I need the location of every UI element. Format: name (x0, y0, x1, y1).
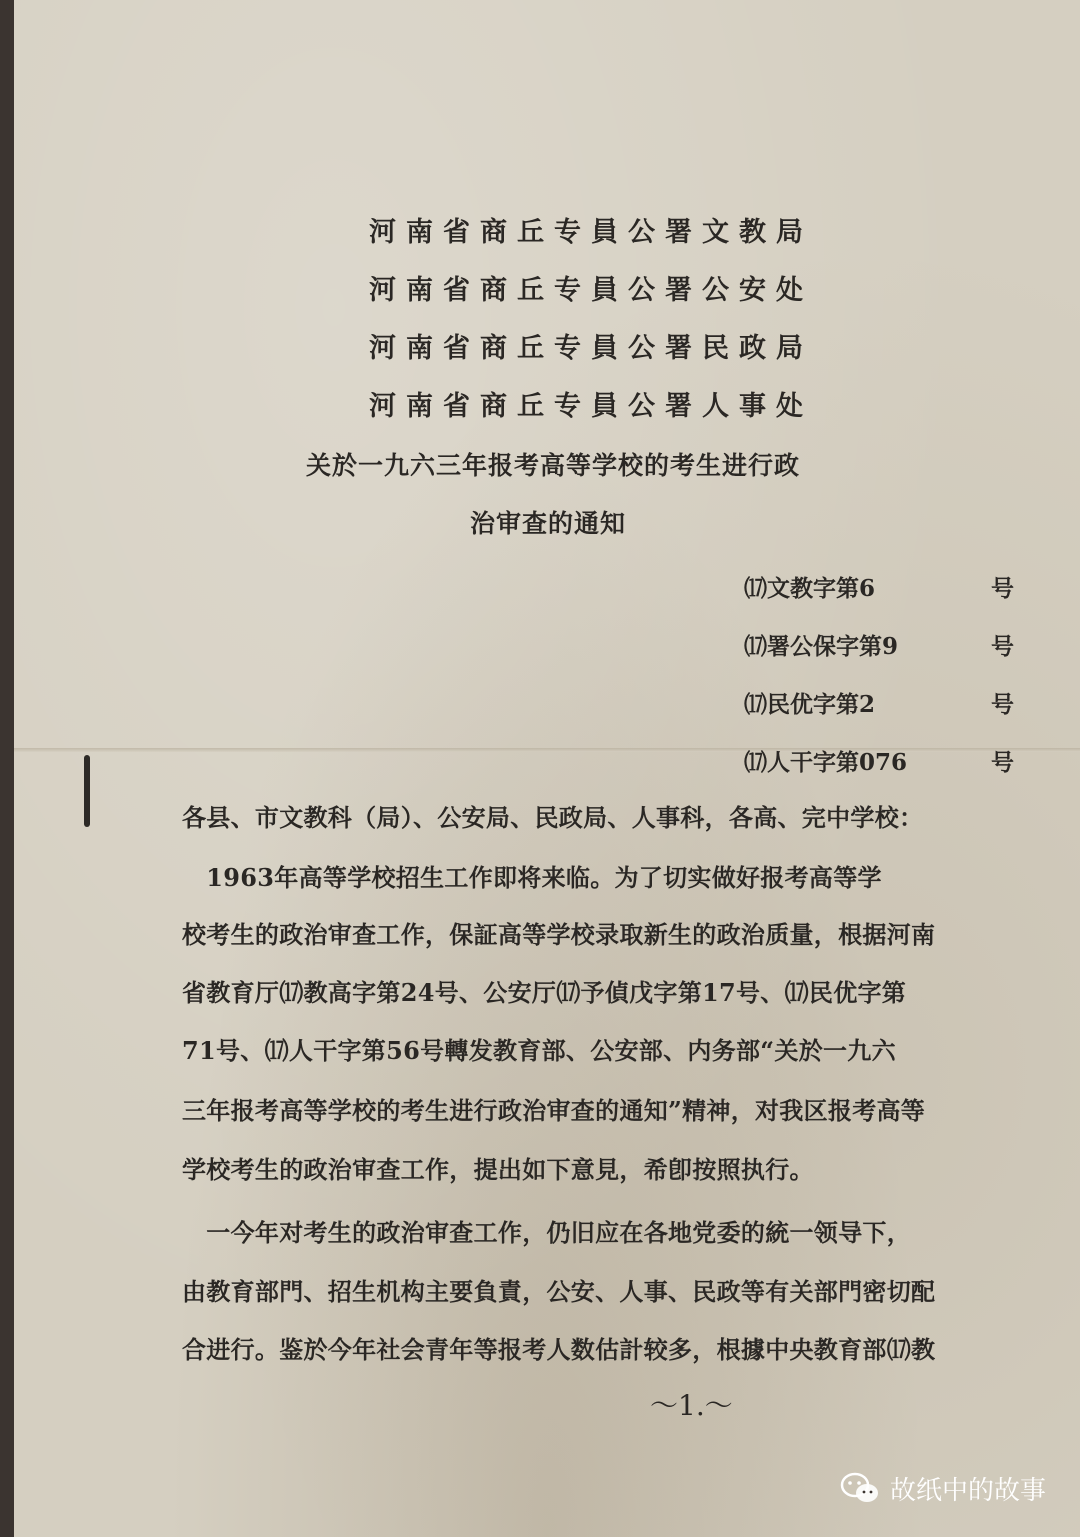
wechat-icon (840, 1472, 880, 1506)
doc-number-suffix: 号 (991, 633, 1014, 660)
doc-number-suffix: 号 (991, 691, 1014, 718)
body-line: 由教育部門、招生机构主要負責，公安、人事、民政等有关部門密切配 (182, 1277, 936, 1306)
doc-number-code: ⒄人干字第076 (744, 749, 908, 776)
body-line: 三年报考高等学校的考生进行政治审查的通知”精神，对我区报考高等 (182, 1096, 926, 1125)
issuer-line: 河南省商丘专員公署文教局 (369, 217, 813, 248)
doc-number-code: ⒄署公保字第9 (744, 633, 899, 660)
doc-number-code: ⒄文教字第6 (744, 575, 876, 602)
doc-number (744, 628, 1014, 661)
document-page (14, 0, 1080, 1537)
doc-number (744, 570, 1014, 603)
body-line: 学校考生的政治审查工作，提出如下意見，希卽按照执行。 (182, 1155, 814, 1184)
notice-title-cont: 治审查的通知 (470, 509, 627, 538)
addressee: 各县、市文教科（局）、公安局、民政局、人事科，各高、完中学校： (182, 803, 924, 832)
doc-number-code: ⒄民优字第2 (744, 691, 876, 718)
binding-mark (84, 755, 90, 827)
issuer-line: 河南省商丘专員公署公安处 (369, 275, 813, 306)
issuer-line: 河南省商丘专員公署民政局 (369, 333, 813, 364)
body-line: 合进行。鉴於今年社会青年等报考人数估計较多，根據中央教育部⒄教 (182, 1335, 936, 1364)
body-line: 省教育厅⒄教高字第24号、公安厅⒄予偵戊字第17号、⒄民优字第 (182, 978, 907, 1007)
body-line: 71号、⒄人干字第56号轉发教育部、公安部、内务部“关於一九六 (182, 1036, 896, 1065)
watermark (840, 1470, 1046, 1507)
page-number: ～1.～ (650, 1389, 733, 1422)
doc-number-suffix: 号 (991, 749, 1014, 776)
doc-number (744, 744, 1014, 777)
doc-number-suffix: 号 (991, 575, 1014, 602)
body-line: 1963年高等学校招生工作即将来临。为了切实做好报考高等学 (182, 863, 882, 892)
notice-title: 关於一九六三年报考高等学校的考生进行政 (306, 451, 801, 480)
body-line: 一今年对考生的政治审查工作，仍旧应在各地党委的統一领导下， (182, 1218, 911, 1247)
doc-number (744, 686, 1014, 719)
issuer-line: 河南省商丘专員公署人事处 (369, 391, 813, 422)
body-line: 校考生的政治审查工作，保証高等学校录取新生的政治质量，根据河南 (182, 920, 936, 949)
watermark-text: 故纸中的故事 (890, 1476, 1047, 1506)
